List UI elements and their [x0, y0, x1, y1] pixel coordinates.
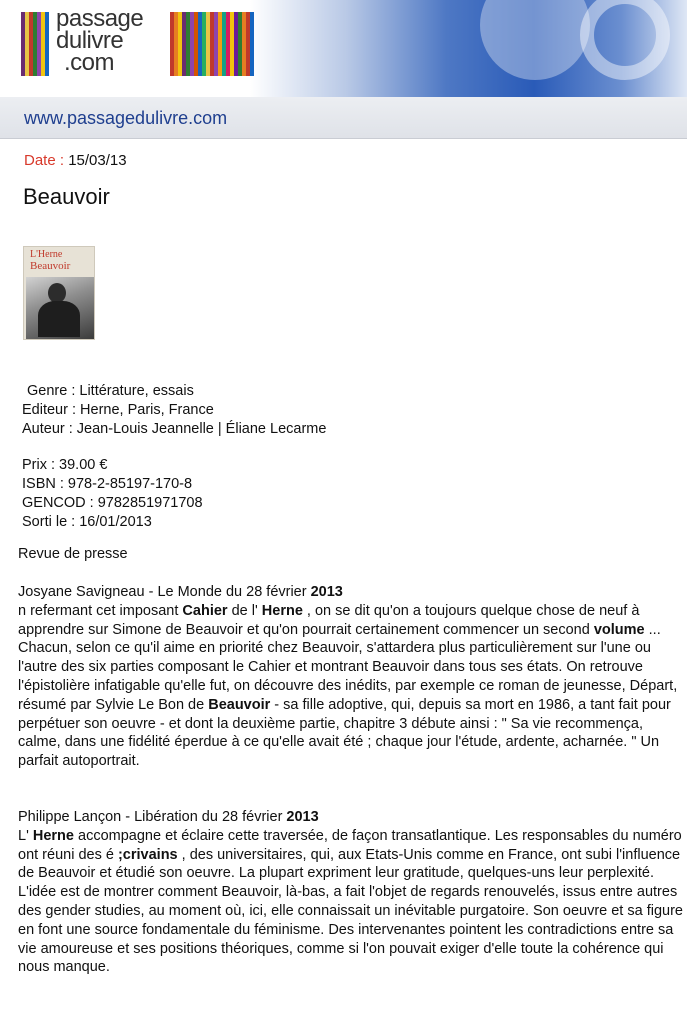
cover-figure [48, 283, 66, 303]
banner-decoration [580, 0, 670, 80]
review-text: Chacun, selon ce qu'il aime en priorité chez Beauvoir, s'attardera plus particulièrement sur l'une ou l'autre des six parties composant le Cahier et montrant Beauvoir dans tous ses états. On retrouve l'épistolière infatigable qu'elle fut, on découvre des inédits, par exemple ce roman de jeunesse, Départ, résumé par Sylvie Le Bon de Beauvoir - sa fille adoptive, qui, depuis sa mort en 1986, a tant fait pour perpétuer son oeuvre - et dont la deuxième partie, chapitre 3 débute ainsi : " Sa vie recommença, calme, dans une fidélité éperdue à ce qu'elle avait été ; chaque jour l'étude, ardente, acharnée. " Un parfait autoportrait. [18, 640, 678, 770]
auteur-field: Auteur : Jean-Louis Jeannelle | Éliane Lecarme [22, 421, 327, 437]
cover-title: Beauvoir [30, 260, 71, 272]
sorti-field: Sorti le : 16/01/2013 [22, 514, 152, 530]
book-pricing [22, 456, 203, 532]
book-cover-image[interactable] [23, 246, 95, 340]
isbn-field: ISBN : 978-2-85197-170-8 [22, 476, 193, 492]
date-label: Date : [24, 152, 69, 169]
site-url-link[interactable]: www.passagedulivre.com [24, 108, 228, 128]
review-text: n refermant cet imposant Cahier de l' Herne , on se dit qu'on a toujours quelque chose de neuf à apprendre sur Simone de Beauvoir et qu'on pourrait certainement commencer un second volume ... [18, 602, 661, 638]
article-date [24, 152, 127, 169]
cover-figure [38, 301, 80, 337]
gencod-field: GENCOD : 9782851971708 [22, 495, 203, 511]
url-bar [0, 97, 687, 139]
site-banner [0, 0, 687, 97]
press-review-heading: Revue de presse [18, 546, 128, 562]
cover-publisher: L'Herne [30, 249, 63, 260]
site-logo[interactable] [56, 5, 144, 76]
review-source: Philippe Lançon - Libération du 28 février 2013 [18, 809, 319, 825]
editeur-field: Editeur : Herne, Paris, France [22, 402, 214, 418]
logo-stripe [45, 12, 49, 76]
banner-decoration [480, 0, 590, 80]
press-review [18, 808, 683, 977]
page-title: Beauvoir [23, 184, 110, 209]
logo-stripe [250, 12, 254, 76]
date-value: 15/03/13 [68, 152, 127, 169]
logo-line: .com [64, 49, 115, 76]
banner-background [250, 0, 687, 97]
logo-line: dulivre [56, 27, 124, 54]
prix-field: Prix : 39.00 € [22, 457, 108, 473]
logo-stripes-left [21, 12, 49, 76]
press-review [18, 583, 683, 771]
book-details [22, 382, 326, 439]
review-source: Josyane Savigneau - Le Monde du 28 février 2013 [18, 584, 343, 600]
review-text: L' Herne accompagne et éclaire cette traversée, de façon transatlantique. Les responsables du numéro ont réuni des é ;crivains , des universitaires, qui, aux Etats-Unis comme en France, ont subi l'influence de Beauvoir et étudié son oeuvre. La plupart expriment leur gratitude, quelques-uns leur perplexité. L'idée est de montrer comment Beauvoir, là-bas, a fait l'objet de regards renouvelés, issus entre autres des gender studies, au moment où, ici, elle connaissait un inévitable purgatoire. Son oeuvre et sa figure en font une source fondamentale du féminisme. Des intervenantes pointent les contradictions entre sa vie amoureuse et ses positions théoriques, comme si l'on pouvait exiger d'elle toute la cohérence qui nous manque. [18, 827, 683, 976]
logo-line: passage [56, 5, 144, 32]
logo-stripes-right [170, 12, 254, 76]
genre-field: Genre : Littérature, essais [27, 383, 194, 399]
